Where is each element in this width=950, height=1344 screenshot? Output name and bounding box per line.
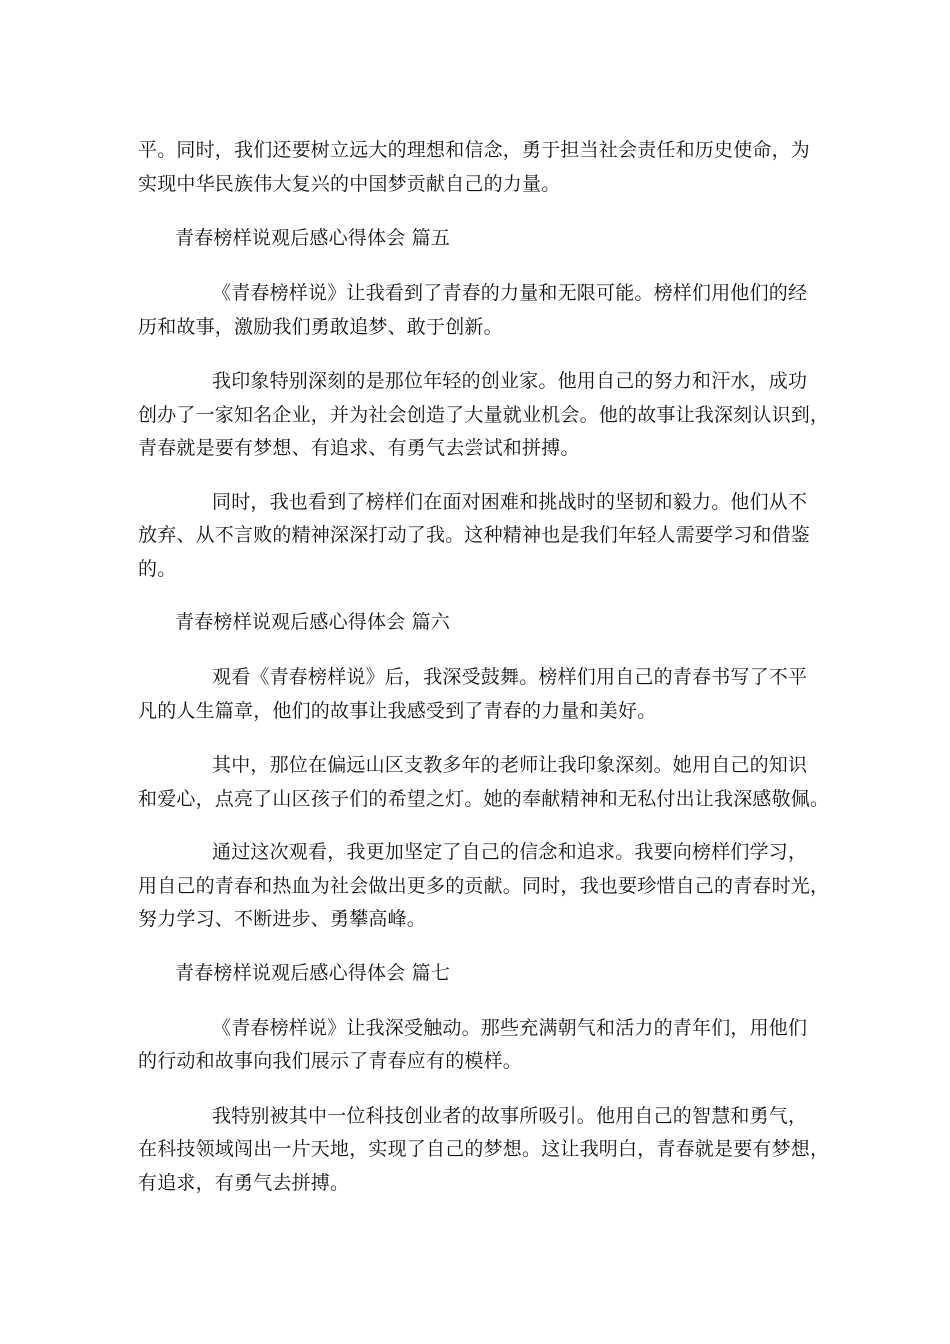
paragraph-line: 的行动和故事向我们展示了青春应有的模样。 xyxy=(138,1050,523,1072)
paragraph-line: 同时，我也看到了榜样们在面对困难和挑战时的坚韧和毅力。他们从不 xyxy=(212,491,808,513)
paragraph-line: 在科技领域闯出一片天地，实现了自己的梦想。这让我明白，青春就是要有梦想， xyxy=(138,1138,830,1160)
section-heading: 青春榜样说观后感心得体会 篇六 xyxy=(175,611,451,633)
paragraph-line: 平。同时，我们还要树立远大的理想和信念，勇于担当社会责任和历史使命，为 xyxy=(138,139,811,161)
section-heading: 青春榜样说观后感心得体会 篇七 xyxy=(175,962,451,984)
paragraph-line: 的。 xyxy=(138,558,177,580)
paragraph-line: 放弃、从不言败的精神深深打动了我。这种精神也是我们年轻人需要学习和借鉴 xyxy=(138,524,811,546)
paragraph-line: 创办了一家知名企业，并为社会创造了大量就业机会。他的故事让我深刻认识到， xyxy=(138,404,830,426)
paragraph-line: 《青春榜样说》让我看到了青春的力量和无限可能。榜样们用他们的经 xyxy=(212,282,808,304)
paragraph-line: 《青春榜样说》让我深受触动。那些充满朝气和活力的青年们，用他们 xyxy=(212,1017,808,1039)
paragraph-line: 用自己的青春和热血为社会做出更多的贡献。同时，我也要珍惜自己的青春时光， xyxy=(138,875,830,897)
paragraph-line: 观看《青春榜样说》后，我深受鼓舞。榜样们用自己的青春书写了不平 xyxy=(212,666,808,688)
section-heading: 青春榜样说观后感心得体会 篇五 xyxy=(175,227,451,249)
paragraph-line: 和爱心，点亮了山区孩子们的希望之灯。她的奉献精神和无私付出让我深感敬佩。 xyxy=(138,788,830,810)
paragraph-line: 有追求，有勇气去拼搏。 xyxy=(138,1172,350,1194)
paragraph-line: 努力学习、不断进步、勇攀高峰。 xyxy=(138,908,427,930)
paragraph-line: 通过这次观看，我更加坚定了自己的信念和追求。我要向榜样们学习， xyxy=(212,841,808,863)
paragraph-line: 历和故事，激励我们勇敢追梦、敢于创新。 xyxy=(138,316,503,338)
paragraph-line: 其中，那位在偏远山区支教多年的老师让我印象深刻。她用自己的知识 xyxy=(212,754,808,776)
paragraph-line: 凡的人生篇章，他们的故事让我感受到了青春的力量和美好。 xyxy=(138,700,657,722)
paragraph-line: 青春就是要有梦想、有追求、有勇气去尝试和拼搏。 xyxy=(138,437,580,459)
paragraph-line: 我印象特别深刻的是那位年轻的创业家。他用自己的努力和汗水，成功 xyxy=(212,370,808,392)
paragraph-line: 我特别被其中一位科技创业者的故事所吸引。他用自己的智慧和勇气， xyxy=(212,1105,808,1127)
paragraph-line: 实现中华民族伟大复兴的中国梦贡献自己的力量。 xyxy=(138,173,561,195)
